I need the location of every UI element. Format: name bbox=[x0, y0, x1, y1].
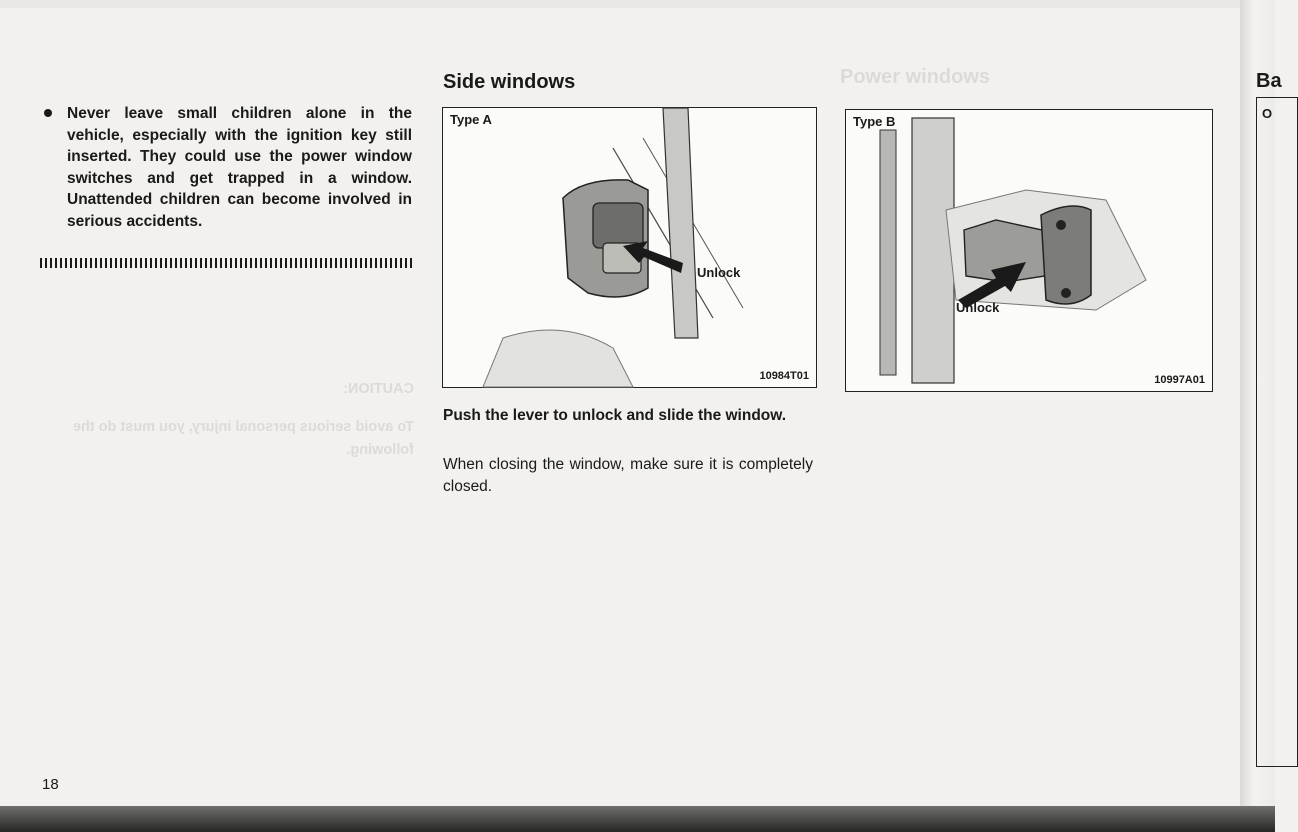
bleed-caution-title: CAUTION: bbox=[343, 381, 414, 397]
child-warning-text: Never leave small children alone in the vehicle, especially with the ignition key still inserted. They could use the power window switches and get trapped in a window. Unattended children can become involved in serious accidents. bbox=[67, 105, 412, 230]
lock-illustration-a bbox=[443, 108, 816, 387]
figure-b-code: 10997A01 bbox=[1154, 374, 1205, 386]
scan-top-edge bbox=[0, 0, 1275, 8]
bleed-caution-line: To avoid serious personal injury, you must do the following. bbox=[72, 419, 414, 458]
figure-b-unlock-label: Unlock bbox=[956, 300, 1000, 315]
unlock-instruction: Push the lever to unlock and slide the window. bbox=[443, 407, 787, 424]
figure-type-a bbox=[442, 107, 817, 388]
next-page-figure-fragment bbox=[1256, 97, 1298, 767]
bullet-dot bbox=[44, 109, 52, 117]
figure-a-label: Type A bbox=[450, 112, 492, 127]
closing-note: When closing the window, make sure it is completely closed. bbox=[443, 456, 813, 495]
section-title: Side windows bbox=[443, 71, 576, 93]
bleed-power-windows-title: Power windows bbox=[840, 66, 991, 88]
scan-bottom-edge bbox=[0, 806, 1275, 832]
child-warning bbox=[44, 103, 412, 232]
figure-b-label: Type B bbox=[853, 114, 896, 129]
next-page-box-text: O bbox=[1262, 106, 1273, 121]
figure-type-b bbox=[845, 109, 1213, 392]
figure-a-unlock-label: Unlock bbox=[697, 265, 741, 280]
next-page-heading-fragment: Ba bbox=[1256, 70, 1282, 92]
page-number: 18 bbox=[42, 776, 59, 793]
lock-illustration-b bbox=[846, 110, 1212, 391]
figure-a-code: 10984T01 bbox=[759, 370, 809, 382]
warning-end-rule bbox=[40, 258, 412, 268]
